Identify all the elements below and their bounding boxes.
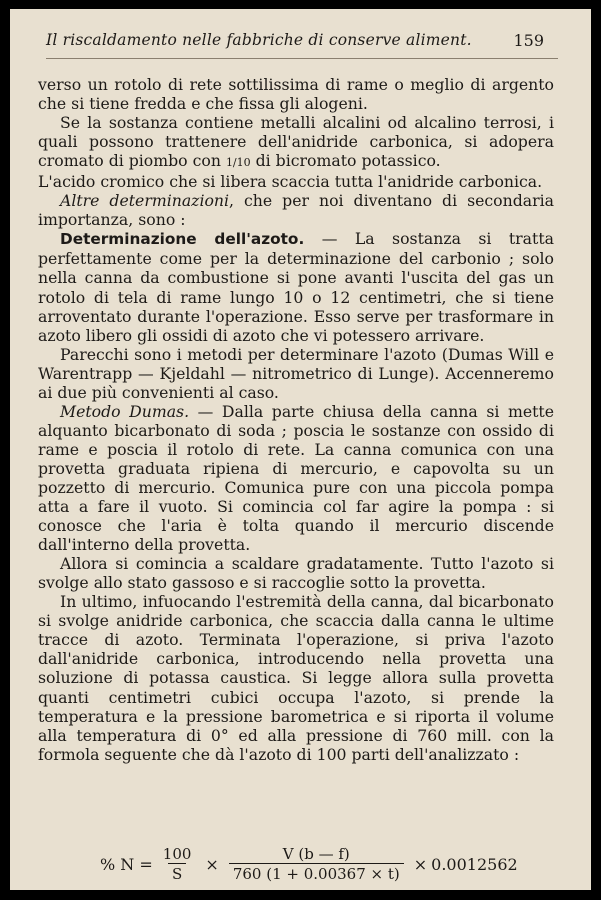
paragraph-cromato	[38, 113, 554, 172]
paragraph-cromato-text: Se la sostanza contiene metalli alcalini od alcalino terrosi, i quali possono trattenere dell'anidride carbonica, si adopera cromato di piombo con	[38, 113, 554, 171]
page-number: 159	[513, 31, 544, 50]
paragraph-metodi: Parecchi sono i metodi per determinare l'azoto (Dumas Will e Warentrapp — Kjeldahl — nitrometrico di Lunge). Accenneremo ai due più convenienti al caso.	[38, 344, 554, 402]
body-text	[38, 75, 554, 764]
book-page	[10, 9, 591, 890]
paragraph-acido-cromico: L'acido cromico che si libera scaccia tutta l'anidride carbonica.	[38, 172, 543, 192]
metodo-dumas-text: — Dalla parte chiusa della canna si mette alquanto bicarbonato di soda ; poscia le sostanze con ossido di rame e poscia il rotolo di rete. La canna comunica con una provetta graduata ripiena di mercurio, e capovolta su un pozzetto di mercurio. Comunica pure con una piccola pompa atta a fare il vuoto. Si comincia col far agire la pompa : si conosce che l'aria è tolta quando il mercurio discende dall'interno della provetta.	[38, 401, 554, 555]
paragraph-in-ultimo: In ultimo, infuocando l'estremità della canna, dal bicarbonato si svolge anidride carbonica, che scaccia dalla canna le ultime tracce di azoto. Terminata l'operazione, si priva l'azoto dall'anidride carbonica, introducendo nella provetta una soluzione di potassa caustica. Si legge allora sulla provetta quanti centimetri cubici occupa l'azoto, si prende la temperatura e la pressione barometrica e si riporta il volume alla temperatura di 0° ed alla pressione di 760 mill. con la formola seguente che dà l'azoto di 100 parti dell'analizzato :	[38, 592, 554, 764]
formula-lhs: % N =	[100, 854, 153, 874]
formula-frac2-denominator: 760 (1 + 0.00367 × t)	[229, 863, 404, 883]
paragraph-continuation: verso un rotolo di rete sottilissima di rame o meglio di argento che si tiene fredda e che fissa gli alogeni.	[38, 75, 554, 114]
formula-frac2-numerator: V (b — f)	[282, 845, 350, 863]
formula-fraction-volume	[229, 845, 404, 883]
header-rule	[46, 58, 558, 59]
paragraph-metodo-dumas	[38, 402, 554, 554]
fraction-one-tenth: 1/10	[225, 156, 251, 170]
altre-comma: , che	[229, 191, 273, 211]
nitrogen-formula	[100, 845, 518, 883]
paragraph-altre-determinazioni	[38, 191, 554, 229]
formula-frac1-denominator: S	[168, 863, 186, 883]
running-title: Il riscaldamento nelle fabbriche di conserve aliment.	[46, 31, 472, 49]
paragraph-determinazione-azoto	[38, 229, 554, 344]
metodo-dumas-italic: Metodo Dumas.	[60, 401, 190, 421]
altre-determinazioni-italic: Altre determinazioni	[60, 191, 230, 211]
azoto-text: — La sostanza si tratta perfettamente come per la determinazione del carbonio ; solo nella canna da combustione si pone avanti l'uscita del gas un rotolo di tela di rame lungo 10 o 12 centimetri, che si tiene arroventato durante l'operazione. Esso serve per trasformare in azoto libero gli ossidi di azoto che vi potessero arrivare.	[38, 229, 554, 345]
formula-fraction-100-s	[159, 845, 196, 883]
paragraph-cromato-end: di bicromato potassico.	[255, 151, 441, 171]
formula-constant: 0.0012562	[431, 854, 518, 874]
altre-text: per noi diventano di secondaria importanza, sono :	[38, 191, 554, 230]
azoto-heading: Determinazione dell'azoto.	[60, 230, 305, 249]
formula-frac1-numerator: 100	[162, 845, 192, 863]
formula-times-1: ×	[205, 854, 219, 874]
formula-times-2: ×	[413, 854, 428, 874]
paragraph-scaldare: Allora si comincia a scaldare gradatamente. Tutto l'azoto si svolge allo stato gassoso e si raccoglie sotto la provetta.	[38, 554, 554, 593]
